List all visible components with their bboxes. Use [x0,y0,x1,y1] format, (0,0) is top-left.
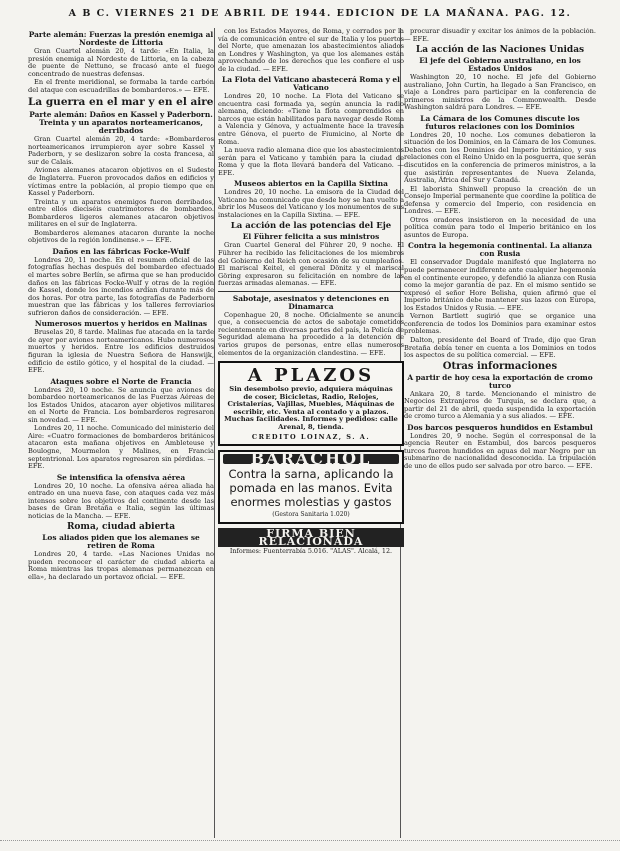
article-headline: Contra la hegemonía continental. La alianza con Rusia [407,241,592,259]
column-2 [218,28,404,840]
article-paragraph: Londres 20, 4 tarde. «Las Naciones Unidas no pueden reconocer el carácter de ciudad abierta a Roma mientras las tropas alemanas permanezcan en ella», ha declarado un portavoz oficial. — EFE. [28,550,214,581]
article-paragraph: Bombarderos alemanes atacaron durante la noche objetivos de la región londinense.» — EFE. [28,228,214,245]
article-headline: Roma, ciudad abierta [66,522,176,533]
article-headline: La acción de las Naciones Unidas [415,45,585,56]
article-headline: Se intensifica la ofensiva aérea [56,472,186,482]
article-paragraph: Otros oradores insistieron en la necesidad de una política común para todo el Imperio británico en los asuntos de Europa. [404,215,596,239]
ad-title: A PLAZOS [247,365,375,387]
classified-contact: Informes: Fuenterrabía 5.016. "ALAS". Alcalá, 12. [229,547,393,556]
article-headline: Sabotaje, asesinatos y detenciones en Dinamarca [232,293,390,311]
article-headline: Otras informaciones [442,360,558,372]
column-1 [28,28,214,840]
article-subtitle: El Führer felicita a sus ministros [242,232,380,242]
ad-registration: (Gestora Sanitaria 1.020) [272,510,350,518]
article-paragraph: Londres 20, 11 noche. En el resumen oficial de las fotografías hechas después del bombardeo efectuado el martes sobre Berlín, se afirma que se han producido daños en las fábricas Focke-Wulf y otras de la región de Kassel, donde los incendios ardían durante más de dos horas. Por otra parte, las fotografías de Paderborn muestran que las fábricas y los talleres ferroviarios sufrieron daños de consideración. — EFE. [28,255,214,317]
article-headline: Ataques sobre el Norte de Francia [50,376,192,386]
article-paragraph: con los Estados Mayores, de Roma, y cerrados por la vía de comunicación entre el sur de Italia y los puertos del Norte, que amenazan los abastecimientos aliados en Londres y Washington, ya que los alemanes están aprovechando de los derechos que les confiere el uso de la ciudad. — EFE. [218,28,404,73]
page-bottom-edge [0,840,620,851]
article-paragraph: En el frente meridional, se formaba la tarde carbón del ataque con escuadrillas de bombarderos.» — EFE. [28,78,214,94]
article-headline: Dos barcos pesqueros hundidos en Estambul [407,422,593,432]
article-subtitle: El jefe del Gobierno australiano, en los Estados Unidos [419,56,581,74]
article-paragraph: Bruselas 20, 8 tarde. Malinas fue atacada en la tarde de ayer por aviones norteamericanos. Hubo numerosos muertos y heridos. Entre los edificios destruidos figuran la iglesia de Nuestra Señora de Hanswijk, edificio de estilo gótico, y el hospital de la ciudad. — EFE. [28,328,214,375]
page-header: A B C. VIERNES 21 DE ABRIL DE 1944. EDICION DE LA MAÑANA. PAG. 12. [68,8,572,19]
article-paragraph: Gran Cuartel alemán 20, 4 tarde: «En Italia, la presión enemiga al Nordeste de Littoria, en la cabeza de puente de Nettuno, se fracasó ante el fuego concentrado de nuestras defensas. [28,47,214,78]
article-paragraph: Londres 20, 10 noche. La emisora de la Ciudad del Vaticano ha comunicado que desde hoy se han vuelto a abrir los Museos del Vaticano y los monumentos de sus instalaciones en la Capilla Sixtina. — EFE. [218,188,404,219]
article-paragraph: Washington 20, 10 noche. El jefe del Gobierno australiano, John Curtin, ha llegado a San Francisco, en viaje a Londres para participar en la conferencia de primeros ministros de la Commonwealth. Desde Washington saldrá para Londres. — EFE. [404,73,596,112]
article-paragraph: Londres 20, 10 noche. Se anuncia que aviones de bombardeo norteamericanos de las Fuerzas Aéreas de los Estados Unidos, atacaron ayer objetivos militares en el Norte de Francia. Los bombarderos regresaron sin novedad. — EFE. [28,385,214,424]
column-divider [214,28,215,838]
article-paragraph: Aviones alemanes atacaron objetivos en el Sudeste de Inglaterra. Fueron provocados daños en edificios y víctimas entre la población, al propio tiempo que en Kassel y Paderborn. [28,166,214,198]
article-paragraph: Copenhague 20, 8 noche. Oficialmente se anuncia que, a consecuencia de actos de sabotaje cometidos recientemente en diversas partes del país, la Policía de Seguridad alemana ha procedido a la detención de varios grupos de personas, entre ellas numerosos elementos de la organización clandestina. — EFE. [218,310,404,357]
article-headline: La Cámara de los Comunes discute los futuros relaciones con los Dominios [420,113,580,131]
ad-slogan: Contra la sarna, aplicando la pomada en las manos. Evita enormes molestias y gastos [228,466,394,509]
section-title: La guerra en el mar y en el aire [28,96,214,109]
article-paragraph: Londres 20, 10 noche. La ofensiva aérea aliada ha entrado en una nueva fase, con ataques cada vez más intensos sobre los objetivos del continente desde las bases de Gran Bretaña e Italia, según las últimas noticias de la Mancha. — EFE. [28,481,214,520]
article-paragraph: Gran Cuartel alemán 20, 4 tarde: «Bombarderos norteamericanos irrumpieron ayer sobre Kassel y Paderborn, y se deslizaron sobre la costa francesa, al sur de Calais. [28,135,214,166]
article-paragraph: Londres 20, 10 noche. Los comunes debatieron la situación de los Dominios, en la Cámara de los Comunes. Debates con los Dominios del Imperio británico, y sus relaciones con el Reino Unido en la posguerra, que serán discutidos en la conferencia de primeros ministros, a la que asistirán representantes de Nueva Zelanda, Australia, África del Sur y Canadá. [404,130,596,185]
article-paragraph: El conservador Dugdale manifestó que Inglaterra no puede permanecer indiferente ante cualquier hegemonía en el continente europeo, y defendió la alianza con Rusia como la mejor garantía de paz. En el mismo sentido se expresó el señor Hore Belisha, quien afirmó que el Imperio británico debe mantener sus lazos con Europa, los Estados Unidos y Rusia. — EFE. [404,258,596,312]
article-paragraph: El laborista Shinwell propuso la creación de un Consejo Imperial permanente que coordine la política de defensa y comercio del Imperio, con residencia en Londres. — EFE. [404,184,596,216]
article-headline: Museos abiertos en la Capilla Sixtina [234,179,388,189]
article-paragraph: Londres 20, 9 noche. Según el corresponsal de la agencia Reuter en Estambul, dos barcos pesqueros turcos fueron hundidos en aguas del mar Negro por un submarino de nacionalidad desconocida. La tripulación de uno de ellos pudo ser salvada por otro barco. — EFE. [404,431,596,470]
article-headline: La acción de las potencias del Eje [230,221,392,232]
article-paragraph: Treinta y un aparatos enemigos fueron derribados, entre ellos dieciséis cuatrimotores de bombardeo. Bombarderos ligeros alemanes atacaron objetivos militares en el sur de Inglaterra. [28,197,214,229]
article-headline: Parte alemán: Fuerzas la presión enemiga al Nordeste de Littoria [28,30,214,47]
divider [218,291,404,292]
brand-logo: BARACHOL [223,454,399,464]
classified-title: FIRMA BIEN RELACIONADA [218,528,404,547]
article-paragraph: Gran Cuartel General del Führer 20, 9 noche. El Führer ha recibido las felicitaciones de los miembros del Gobierno del Reich con ocasión de su cumpleaños. El mariscal Keitel, el general Dönitz y el mariscal Göring expresaron su felicitación en nombre de las fuerzas armadas alemanas. — EFE. [218,241,404,288]
article-paragraph: La nueva radio alemana dice que los abastecimientos serán para el Vaticano y también para la ciudad de Roma y que la flota llevará bandera del Vaticano. — EFE. [218,146,404,177]
column-3 [404,28,596,840]
article-subtitle: A partir de hoy cesa la exportación de cromo turco [407,372,593,390]
ad-body: Sin desembolso previo, adquiera máquinas de coser, Bicicletas, Radio, Relojes, Cristalerías, Vajillas, Muebles, Máquinas de escribir, etc. Venta al contado y a plazos. Muchas facilidades. Informes y pedidos: calle Arenal, 8, tienda. [224,385,398,432]
article-paragraph: Ankara 20, 8 tarde. Mencionando el ministro de Negocios Extranjeros de Turquía, se declara que, a partir del 21 de abril, queda suspendida la exportación de cromo turco a Alemania y a sus aliados. — EFE. [404,389,596,421]
article-headline: La Flota del Vaticano abastecerá Roma y el Vaticano [222,75,400,93]
advertisement-a-plazos [218,361,404,446]
article-subtitle: Los aliados piden que los alemanes se retiren de Roma [42,533,200,551]
article-paragraph: Londres 20, 10 noche. La Flota del Vaticano se encuentra casi formada ya, según anuncia la radio alemana, diciendo: «Tiene la flota comprendidos en barcos que están habilitados para navegar desde Roma a Valencia y Génova, y actualmente hace la travesía entre Génova, el puerto de Fiumicino, al Norte de Roma. [218,92,404,146]
article-paragraph: procurar disuadir y excitar los ánimos de la población. — EFE. [404,28,596,43]
article-paragraph: Londres 20, 11 noche. Comunicado del ministerio del Aire: «Cuatro formaciones de bombarderos británicos atacaron esta mañana objetivos en Ambleteuse y Boulogne, Mourmelon y Malines, en Francia septentrional. Los aparatos regresaron sin pérdidas. — EFE. [28,424,214,471]
article-headline: Daños en las fábricas Focke-Wulf [52,246,190,256]
article-paragraph: Vernon Bartlett sugirió que se organice una conferencia de todos los Dominios para examinar estos problemas. [404,312,596,336]
article-headline: Numerosos muertos y heridos en Malinas [34,319,208,329]
section-subtitle: Parte alemán: Daños en Kassel y Paderborn. Treinta y un aparatos norteamericanos, derribados [29,110,213,136]
article-paragraph: Dalton, presidente del Board of Trade, dijo que Gran Bretaña debía tener en cuenta a los Dominios en todos los aspectos de su política comercial. — EFE. [404,335,596,360]
ad-footer: CREDITO LOINAZ, S. A. [251,432,371,441]
advertisement-barachol [218,450,404,524]
